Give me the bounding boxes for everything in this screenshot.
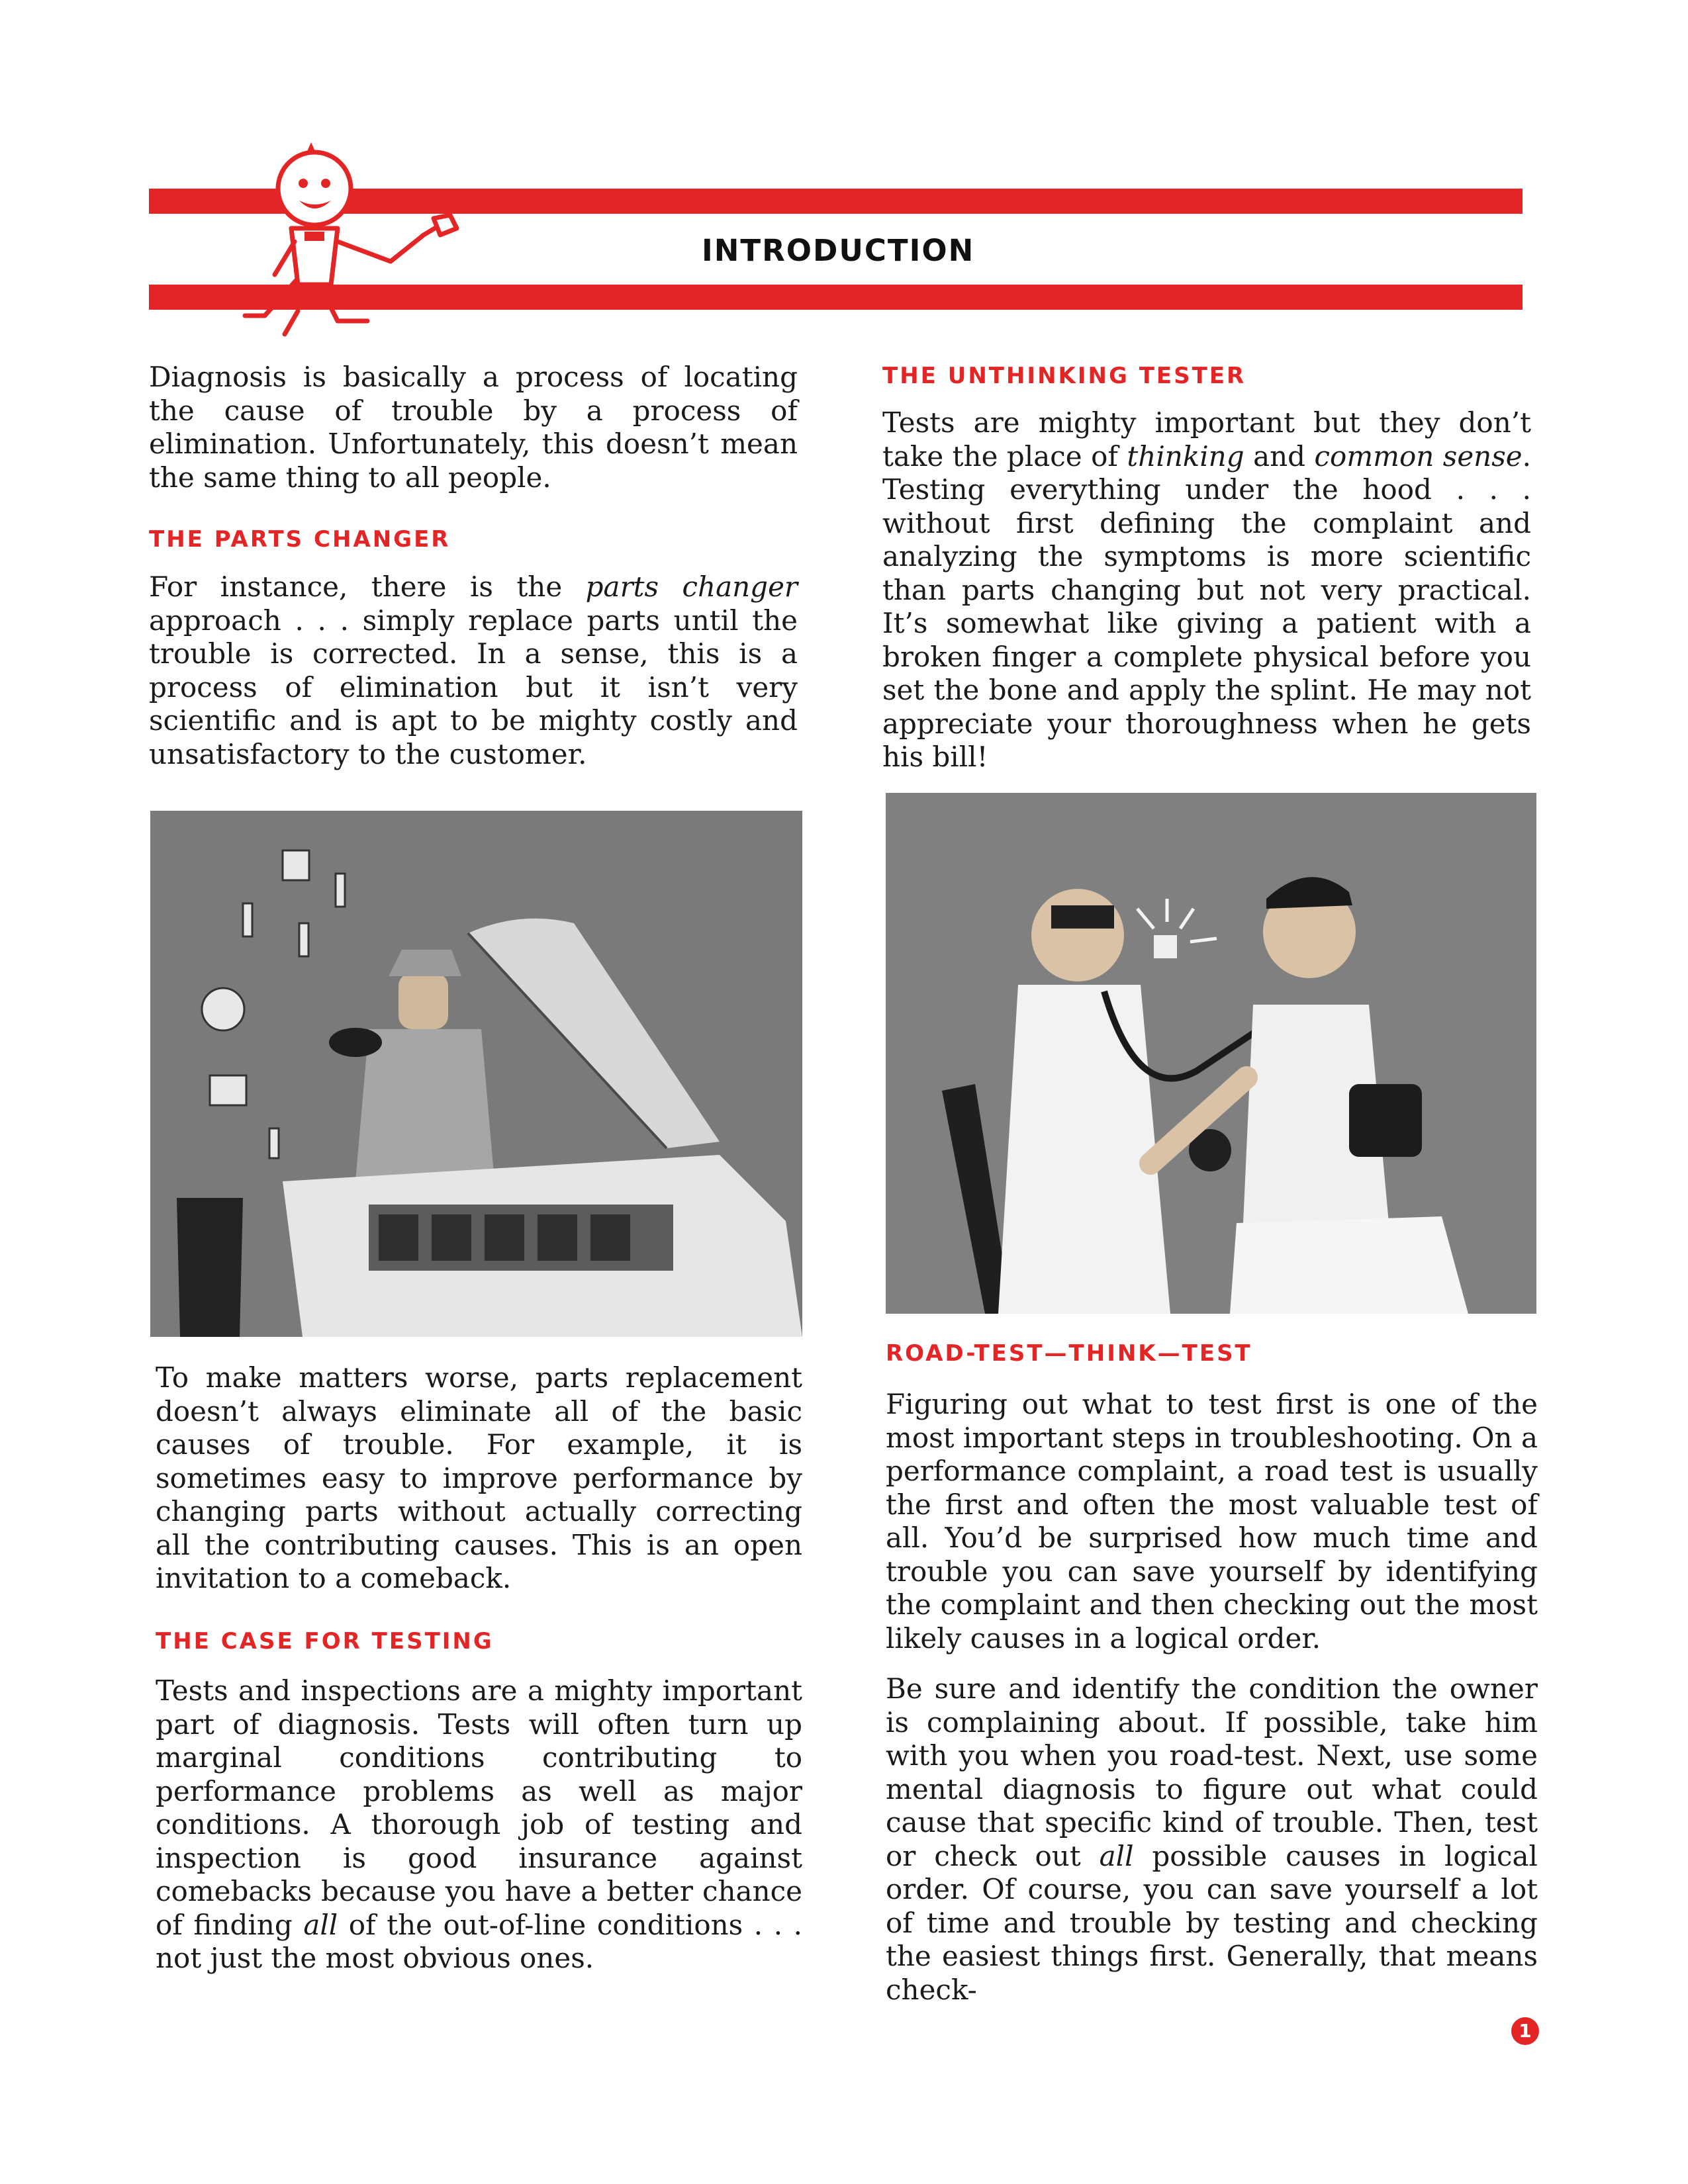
parts-changer-paragraph: For instance, there is the parts changer approach . . . simply replace parts until the trouble is corrected. In a sense, this is a process of elimination but it isn’t very scientific and is apt to be mighty costly and unsatisfactory to the customer. [149,570,798,770]
heading-road-test: ROAD-TEST—THINK—TEST [886,1340,1252,1367]
parts-changer-illustration [150,811,802,1337]
parts-changer-emphasis: parts changer [585,570,798,603]
be-sure-paragraph: Be sure and identify the condition the owner is complaining about. If possible, take him with you when you road-test. Next, use some mental diagnosis to figure out what could cause that specific kind of trouble. Then, test or check out all possible causes in logical order. Of course, you can save yourself a lot of time and trouble by testing and checking the easiest things first. Generally, that means check- [886,1672,1538,2006]
road-test-paragraph: Figuring out what to test first is one of the most important steps in troubleshooting. On a performance complaint, a road test is usually the first and often the most valuable test of all. You’d be surprised how much time and trouble you can save yourself by identifying the complaint and then checking out the most likely causes in a logical order. [886,1388,1538,1655]
page-number-badge: 1 [1511,2017,1539,2045]
intro-paragraph: Diagnosis is basically a process of locating the cause of trouble by a process of elimination. Unfortunately, this doesn’t mean the same thing to all people. [149,361,798,494]
thinking-emphasis: thinking [1127,439,1244,473]
worse-paragraph: To make matters worse, parts replacement doesn’t always eliminate all of the basic causes of trouble. For example, it is sometimes easy to improve performance by changing parts without actually correcting all the contributing causes. This is an open invitation to a comeback. [156,1361,802,1594]
case-paragraph: Tests and inspections are a mighty important part of diagnosis. Tests will often turn up marginal conditions contributing to performance problems as well as major conditions. A thorough job of testing and inspection is good insurance against comebacks because you have a better chance of finding all of the out-of-line conditions . . . not just the most obvious ones. [156,1674,802,1974]
heading-case-for-testing: THE CASE FOR TESTING [156,1628,494,1655]
all-emphasis: all [1099,1839,1134,1872]
unthinking-paragraph: Tests are mighty important but they don’t take the place of thinking and common sense. Testing everything under the hood . . . without first defining the complaint and analyzing the symptoms is more scientific than parts changing but not very practical. It’s somewhat like giving a patient with a broken finger a complete physical before you set the bone and apply the splint. He may not appreciate your thoroughness when he gets his bill! [882,406,1531,773]
common-sense-emphasis: common sense [1314,439,1523,473]
case-emphasis: all [303,1908,338,1941]
mascot-icon [238,142,477,341]
doctor-illustration [886,793,1536,1314]
heading-unthinking-tester: THE UNTHINKING TESTER [882,363,1246,389]
heading-parts-changer: THE PARTS CHANGER [149,526,451,553]
page-title: INTRODUCTION [702,233,975,268]
